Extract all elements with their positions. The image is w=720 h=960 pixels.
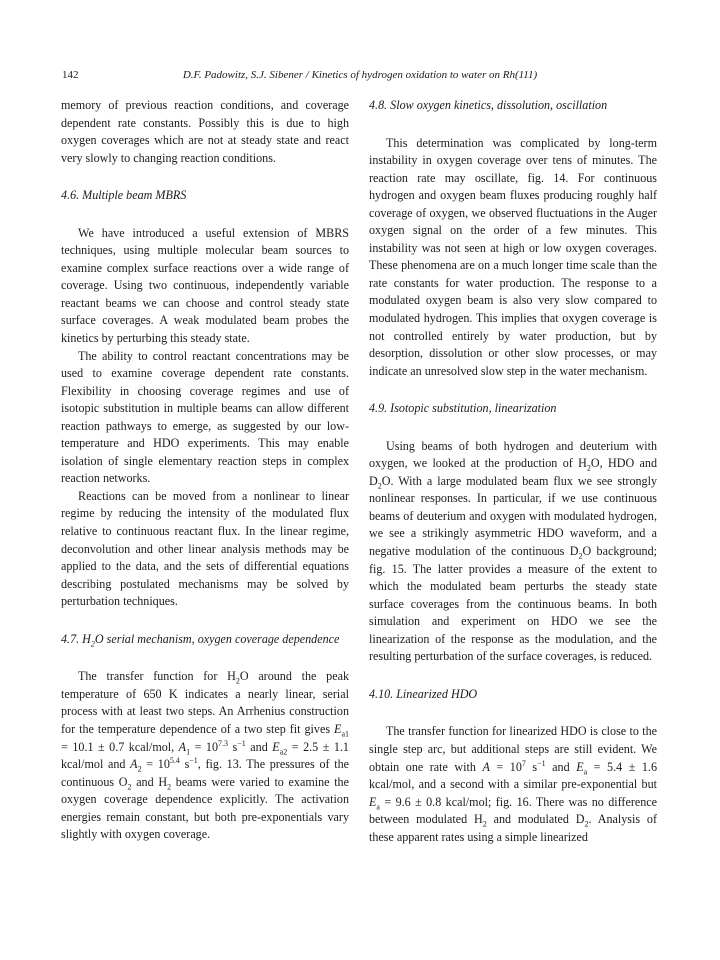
section-heading-4-6: 4.6. Multiple beam MBRS — [61, 188, 187, 203]
paragraph-4-9: Using beams of both hydrogen and deuterium with oxygen, we looked at the production of $H_2O$, HDO and $D_2O$. With a large modulated beam flux we see strongly nonlinear responses. In particular, if we use continuous beams of deuterium and oxygen with modulated hydrogen, we see a strikingly asymmetric HDO waveform, and a negative modulation of the continuous $D_2O$ background; fig. 15. The latter provides a measure of the extent to which the modulated beam perturbs the steady state surface coverages from the continuous beams. In both simulation and experiment on HDO we see the linearization of the response as the modulation, and the resulting perturbation of the surface coverages, is reduced. — [369, 438, 657, 664]
paragraph-4-10: The transfer function for linearized HDO is close to the single step arc, but additional steps are still evident. We obtain one rate with $A = 10^7$ $s^{-1}$ and $E_a = 5.4 \pm 1.6$ kcal/mol, and a second with a similar pre-exponential but $E_a = 9.6 \pm 0.8$ kcal/mol; fig. 16. There was no difference between modulated $H_2$ and modulated $D_2$. Analysis of these apparent rates using a simple linearized — [369, 724, 657, 844]
page-number: 142 — [62, 69, 79, 81]
right-column — [369, 97, 657, 846]
section-heading-4-10: 4.10. Linearized HDO — [369, 686, 478, 701]
running-title: D.F. Padowitz, S.J. Sibener / Kinetics of hydrogen oxidation to water on Rh(111) — [182, 69, 538, 81]
left-column — [61, 97, 349, 844]
paragraph-4-8: This determination was complicated by long-term instability in oxygen coverage over tens of minutes. The reaction rate may oscillate, fig. 14. For continuous hydrogen and oxygen beam fluxes producing roughly half coverage of oxygen, we observed fluctuations in the Auger oxygen signal on the order of a few minutes. This instability was not seen at high or low oxygen coverages. These phenomena are on a much longer time scale than the rate constants for water production. The response to a modulated oxygen beam is also very slow compared to modulated hydrogen. This implies that oxygen coverage is not controlled entirely by water production, but by desorption, dissolution or other slow processes, or may indicate an unresolved slow step in the water mechanism. — [369, 135, 657, 378]
section-heading-4-9: 4.9. Isotopic substitution, linearization — [369, 401, 557, 416]
page-header — [62, 66, 658, 84]
paragraph-4-6-a: We have introduced a useful extension of MBRS techniques, using multiple molecular beam sources to examine complex surface reactions over a wide range of coverage. Using two continuous, independently variable reactant beams we can choose and control steady state surface coverages. A weak modulated beam probes the kinetics by perturbing this steady state. — [61, 225, 349, 346]
paragraph-4-7: The transfer function for $H_2O$ around the peak temperature of 650 K indicates a nearly linear, serial process with at least two steps. An Arrhenius construction for the temperature dependence of a two step fit gives $E_{a1} = 10.1 \pm 0.7$ kcal/mol, $A_1 = 10^{7.3}$ $s^{-1}$ and $E_{a2} = 2.5 \pm 1.1$ kcal/mol and $A_2 = 10^{5.4}$ $s^{-1}$, fig. 13. The pressures of the continuous $O_2$ and $H_2$ beams were varied to examine the oxygen coverage dependence explicitly. The activation energies remain constant, but both pre-exponentials vary slightly with oxygen coverage. — [61, 669, 349, 842]
paragraph-4-6-b: The ability to control reactant concentrations may be used to examine coverage dependent rate constants. Flexibility in choosing coverage regimes and use of isotopic substitution in multiple beams can allow different reaction pathways to emerge, as suggested by our low-temperature and HDO experiments. This may enable isolation of single elementary reaction steps in complex reaction networks. — [61, 348, 349, 486]
paragraph-4-6-c: Reactions can be moved from a nonlinear to linear regime by reducing the intensity of the modulated flux relative to continuous reactant flux. In the linear regime, deconvolution and other linear analysis methods may be applied to the data, and the sets of differential equations describing postulated mechanisms may be solved by perturbation techniques. — [61, 488, 349, 609]
section-heading-4-8: 4.8. Slow oxygen kinetics, dissolution, oscillation — [369, 98, 608, 112]
paragraph-continued: memory of previous reaction conditions, and coverage dependent rate constants. Possibly this is due to high oxygen coverages which are not at steady state and react very slowly to changing reaction conditions. — [61, 98, 349, 165]
section-heading-4-7: 4.7. $H_2O$ serial mechanism, oxygen coverage dependence — [61, 631, 340, 649]
